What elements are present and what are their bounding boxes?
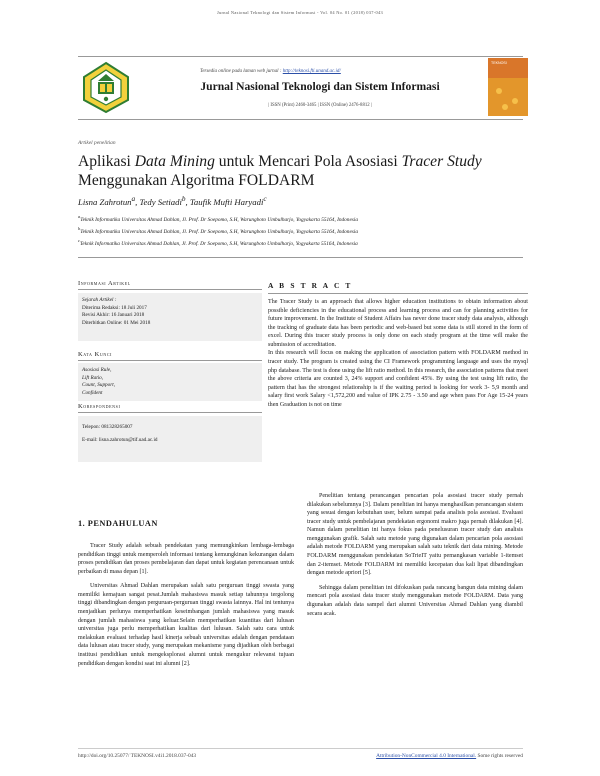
footer-divider [78, 748, 523, 749]
correspondence-box [78, 416, 262, 462]
keyword: Count, Support, [82, 382, 116, 389]
abstract-paragraph: The Tracer Study is an approach that allows higher education institutions to obtain information about possible deficiencies in the educational process and learning process and can for planning activities for future improvement. In the Institute of Student Affairs has never done tracer study data analysis, although the tracking of graduate data has been periodic and web-based but some data is still stored in the form of excel. During this tracer study process is only done on each study program at the time will make the submission of accreditation. [268, 299, 528, 348]
keyword: Lift Ratio, [82, 374, 104, 381]
body-paragraph: Sehingga dalam penelitian ini difokuskan pada rancang bangun data mining dalam mencari pola asosiasi data tracer study menggunakan metode FOLDARM. Data yang digunakan adalah data sampel dari alumni Universitas Ahmad Dahlan yang diambil secara acak. [307, 584, 523, 617]
author-sup: a [131, 195, 136, 203]
title-text: untuk Mencari Pola Asosiasi [214, 153, 402, 170]
university-logo-icon [80, 60, 132, 114]
author-separator: , [135, 196, 140, 207]
affiliation-text: Teknik Informatika Universitas Ahmad Dahlan, Jl. Prof. Dr Soepomo, S.H, Warungboto Umbulharjo, Yogyakarta 55164, Indonesia [80, 228, 358, 235]
author-separator: , [185, 196, 190, 207]
online-date: Diterbitkan Online: 01 Mei 2018 [82, 319, 151, 326]
correspondence-heading: Korespondensi [78, 403, 262, 413]
history-box [78, 293, 262, 341]
article-type: Artikel penelitian [78, 140, 116, 146]
history-label: Sejarah Artikel : [82, 297, 117, 303]
affiliation-text: Teknik Informatika Universitas Ahmad Dahlan, Jl. Prof. Dr Soepomo, S.H, Warungboto Umbulharjo, Yogyakarta 55164, Indonesia [79, 240, 358, 247]
journal-website-link[interactable]: http://teknosi.fti.unand.ac.id/ [282, 69, 341, 74]
availability-prefix: Tersedia online pada laman web jurnal : [200, 69, 282, 74]
affiliation-sup: b [78, 226, 81, 231]
abstract-paragraph: In this research will focus on making the application of association pattern with FOLDARM method in tracer study. The program is created using the CI Framework programming language and uses the mysql php database. The test is done using the lift ratio method. In this research, the association patterns that meet the above criteria are counted 3, 24% support and confident 45%. By using the test using lift ratio, the pattern that has the strongest relationship is if the waiting period is looking for work 3- 5,9 month and salary first work Salary <1,572,200 and value of IPK 2.75 - 3.50 and age when pass For Age 15-24 years then Graduation is not on time [268, 350, 529, 408]
body-left-column [78, 542, 294, 674]
running-head: Jurnal Nasional Teknologi dan Sistem Informasi - Vol. 04 No. 01 (2018) 037-043 [216, 10, 383, 15]
body-paragraph: Penelitian tentang perancangan pencarian pola asosiasi tracer study pernah dilakukan sebelumnya [3]. Dalam penelitian ini hanya menghasilkan perancangan sistem yang sesuai dengan kebutuhan user, belum sampai pada analisis pola asosiasi. Evaluasi tracer study untuk pembelajaran pendekatan ergonomi makro juga pernah dilakukan [4]. Namun dalam penelitian ini hanya fokus pada penelusuran tracer study dan analisis menggunakan grafik. Salah satu metode yang digunakan dalam pencarian pola asosiasi adalah metode FOLDARM yang merupakan salah satu teknik dari data mining. Metode FOLDARM menggunakan pendekatan SoTrieIT yaitu pemangkasan variable 1-itemset dan 2-itemset. Metode FOLDARM ini memiliki kecepatan dua kali lipat dibandingkan dengan metode apriori [5]. [307, 493, 523, 577]
email: E-mail: lisna.zahrotun@tif.uad.ac.id [82, 436, 158, 443]
affiliation-text: Teknik Informatika Universitas Ahmad Dahlan, Jl. Prof. Dr Soepomo, S.H, Warungboto Umbulharjo, Yogyakarta 55164, Indonesia [80, 216, 358, 223]
affiliation-line [78, 226, 548, 235]
keywords-heading: Kata Kunci [78, 351, 262, 361]
abstract-heading: A B S T R A C T [268, 281, 528, 294]
info-heading: Informasi Artikel [78, 280, 262, 290]
cover-dot [502, 104, 508, 110]
author-name: Tedy Setiadi [139, 196, 182, 207]
revised-date: Revisi Akhir: 16 Januari 2018 [82, 312, 145, 319]
author-name: Taufik Mufti Haryadi [189, 196, 264, 207]
body-right-column [307, 492, 523, 624]
abstract-body [268, 298, 528, 410]
body-paragraph: Tracer Study adalah sebuah pendekatan yang memungkinkan lembaga-lembaga pendidikan tinggi untuk memperoleh informasi tentang kemungkinan kekurangan dalam proses pendidikan dan proses pembelajaran dan dapat untuk kegiatan perencanaan untuk perbaikan di masa depan [1]. [78, 543, 294, 575]
cover-label: TEKNOSI [491, 61, 507, 65]
title-italic: Data Mining [134, 153, 215, 170]
rights-text: Some rights reserved [476, 753, 523, 759]
divider [78, 257, 523, 258]
author-sup: c [263, 195, 267, 203]
availability-line [200, 69, 341, 74]
affiliation-sup: c [78, 238, 80, 243]
article-info-column [78, 280, 262, 462]
received-date: Diterima Redaksi: 18 Juli 2017 [82, 304, 147, 311]
university-logo [80, 60, 132, 114]
keywords-box [78, 363, 262, 401]
author-sup: b [181, 195, 186, 203]
author-name: Lisna Zahrotun [78, 196, 132, 207]
doi: http://doi.org/10.25077/ TEKNOSI.v4i1.2018.037-043 [78, 753, 197, 759]
journal-cover-thumbnail [488, 58, 528, 116]
phone: Telepon: 081328265007 [82, 424, 133, 431]
keyword: Asosiasi Rule, [82, 367, 112, 373]
affiliation-line [78, 214, 548, 223]
article-title [78, 152, 548, 190]
keyword: Confident [82, 389, 103, 396]
license-line [330, 753, 523, 759]
affiliation-sup: a [78, 214, 81, 219]
license-link[interactable]: Attribution-NonCommercial 4.0 International. [376, 753, 477, 759]
affiliation-line [78, 238, 548, 247]
title-text: Menggunakan Algoritma FOLDARM [78, 172, 315, 190]
title-italic: Tracer Study [401, 153, 482, 170]
journal-title: Jurnal Nasional Teknologi dan Sistem Informasi [200, 80, 440, 93]
author-list [78, 195, 548, 207]
issn-line: | ISSN (Print) 2460-3465 | ISSN (Online) 2476-8812 | [268, 103, 372, 108]
section-title: 1. PENDAHULUAN [78, 519, 158, 528]
title-text: Aplikasi [78, 153, 135, 170]
body-paragraph: Universitas Ahmad Dahlan merupakan salah satu perguruan tinggi swasta yang memiliki kemajuan sangat pesat.Jumlah mahasiswa masuk setiap tahunnya tergolong tinggi dibandingkan dengan perguruan-perguruan tinggi swasta lainnya. Hal ini tentunya menjadikan perlunya memperhatikan keseimbangan jumlah mahasiswa yang masuk dengan jumlah mahasiswa yang keluar.Selain memperhatikan kuantitas dari lulusan universitas juga perlu memperhatikan kualitas dari lulusan. Salah satu cara untuk melakukan evaluasi terhadap hasil kinerja sebuah universitas adalah dengan pendataan data lulusan atau tracer study, yang merupakan mekanisme yang dijadikan oleh berbagai institusi pendidikan untuk mengeksplorasi alumni untuk mengukur relevansi tujuan pendidikan dengan kondisi saat ini alumni [2]. [78, 583, 294, 667]
cover-dot [496, 88, 502, 94]
cover-dot [512, 98, 518, 104]
